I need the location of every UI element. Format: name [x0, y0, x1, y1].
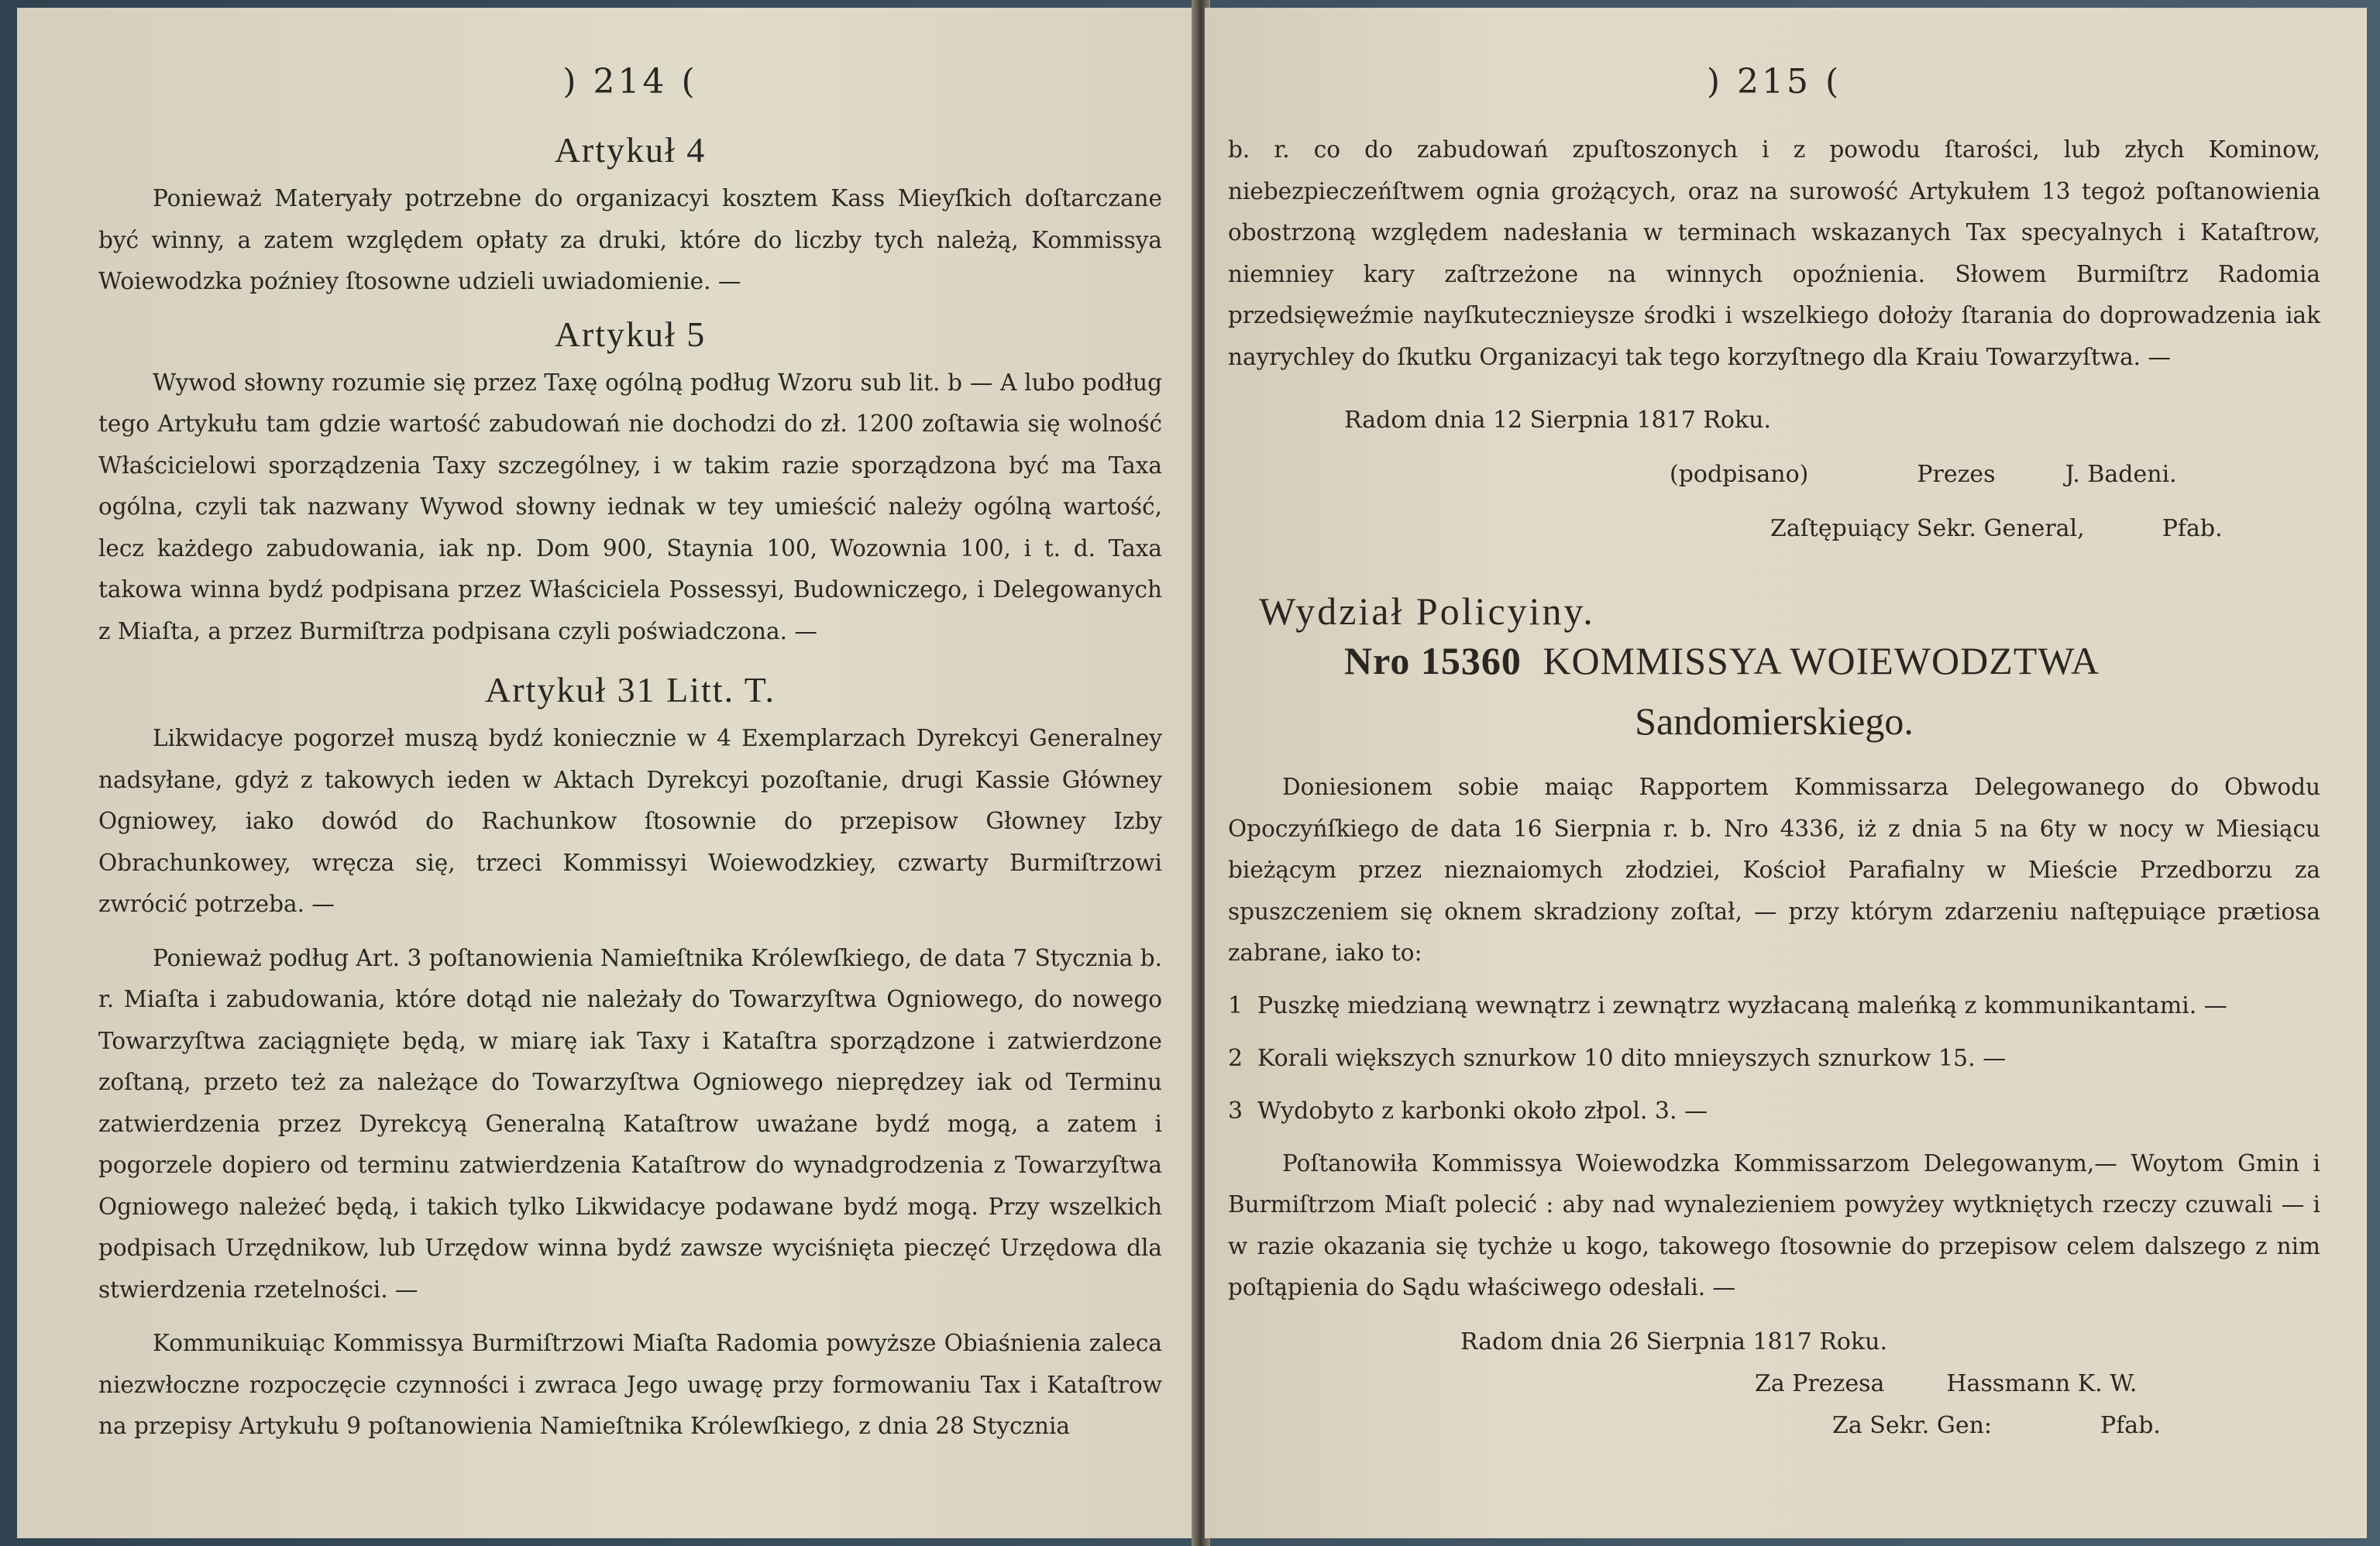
place-date-1: Radom dnia 12 Sierpnia 1817 Roku. [1344, 407, 1772, 434]
place-date-2: Radom dnia 26 Sierpnia 1817 Roku. [1460, 1328, 1888, 1355]
number-label: Nro 15360 [1344, 639, 1522, 682]
page-left [17, 8, 1201, 1538]
deputy-secretary: Zaſtępuiący Sekr. General, [1770, 515, 2085, 542]
list-item [1228, 1091, 2320, 1132]
page-number-left: ) 214 ( [562, 62, 698, 101]
prezes-name: J. Badeni. [2065, 461, 2177, 488]
item-number: 1 [1228, 991, 1243, 1019]
heading-artykul-4: Artykuł 4 [554, 130, 707, 170]
item-text: Korali większych sznurkow 10 dito mnieyszych sznurkow 15. — [1257, 1044, 2007, 1072]
page-right [1205, 8, 2367, 1538]
item-number: 3 [1228, 1097, 1243, 1125]
commission-name: KOMMISSYA WOIEWODZTWA [1543, 639, 2100, 682]
region-title: Sandomierskiego. [1635, 699, 1914, 743]
item-number: 2 [1228, 1044, 1243, 1072]
paragraph-artykul-5: Wywod słowny rozumie się przez Taxę ogólną podług Wzoru sub lit. b — A lubo podług tego Artykułu tam gdzie wartość zabudowań nie dochodzi do zł. 1200 zoſtawia się wolność Właścicielowi sporządzenia Taxy szczególney, i w takim razie sporządzona być ma Taxa ogólna, czyli tak nazwany Wywod słowny iednak w tey umieścić należy ogólną wartość, lecz każdego zabudowania, iak np. Dom 900, Staynia 100, Wozownia 100, i t. d. Taxa takowa winna bydź podpisana przez Właściciela Possessyi, Budowniczego, i Delegowanych z Miaſta, a przez Burmiſtrza podpisana czyli poświadczona. — [98, 369, 1162, 644]
heading-artykul-31: Artykuł 31 Litt. T. [485, 670, 776, 709]
paragraph-artykul-31-c: Kommunikuiąc Kommissya Burmiſtrzowi Miaſta Radomia powyższe Obiaśnienia zaleca niezwłoczne rozpoczęcie czynności i zwraca Jego uwagę przy formowaniu Tax i Kataſtrow na przepisy Artykułu 9 poſtanowienia Namieſtnika Królewſkiego, z dnia 28 Stycznia [98, 1330, 1162, 1439]
paragraph-artykul-4: Ponieważ Materyały potrzebne do organizacyi kosztem Kass Mieyſkich doſtarczane być winny, a zatem względem opłaty za druki, które do liczby tych należą, Kommissya Woiewodzka poźniey ſtosowne udzieli uwiadomienie. — [98, 185, 1162, 294]
paragraph-report: Doniesionem sobie maiąc Rapportem Kommissarza Delegowanego do Obwodu Opoczyńſkiego de data 16 Sierpnia r. b. Nro 4336, iż z dnia 5 na 6ty w nocy w Miesiącu bieżącym przez nieznaiomych złodziei, Kościoł Parafialny w Mieście Przedborzu za spuszczeniem się oknem skradziony zoſtał, — przy którym zdarzeniu naſtępuiące prætiosa zabrane, iako to: [1228, 774, 2320, 966]
paragraph-order: Poſtanowiła Kommissya Woiewodzka Kommissarzom Delegowanym,— Woytom Gmin i Burmiſtrzom Miaſt polecić : aby nad wynalezieniem powyżey wytkniętych rzeczy czuwali — i w razie okazania się tychże u kogo, takowego ſtosownie do przepisow celem dalszego z nim poſtąpienia do Sądu właściwego odesłali. — [1228, 1149, 2320, 1300]
signed-label: (podpisano) [1670, 461, 1809, 488]
prezes-label: Prezes [1917, 461, 1996, 488]
commission-title [1344, 638, 2320, 683]
paragraph-continuation: b. r. co do zabudowań zpuſtoszonych i z powodu ſtarości, lub złych Kominow, niebezpieczeńſtwem ognia grożących, oraz na surowość Artykułem 13 tegoż poſtanowienia obostrzoną względem nadesłania w terminach wskazanych Tax specyalnych i Kataſtrow, niemniey kary zaſtrzeżone na winnych opoźnienia. Słowem Burmiſtrz Radomia przedsięweźmie nayſkutecznieysze środki i wszelkiego dołoży ſtarania do doprowadzenia iak nayrychley do ſkutku Organizacyi tak tego korzyſtnego dla Kraiu Towarzyſtwa. — [1228, 136, 2320, 370]
paragraph-artykul-31-a: Likwidacye pogorzeł muszą bydź koniecznie w 4 Exemplarzach Dyrekcyi Generalney nadsyłane, gdyż z takowych ieden w Aktach Dyrekcyi pozoſtanie, drugi Kassie Główney Ogniowey, iako dowód do Rachunkow ſtosownie do przepisow Głowney Izby Obrachunkowey, wręcza się, trzeci Kommissyi Woiewodzkiey, czwarty Burmiſtrzowi zwrócić potrzeba. — [98, 725, 1162, 917]
department-title: Wydział Policyiny. [1259, 589, 1595, 633]
page-number-right: ) 215 ( [1706, 62, 1842, 101]
za-prezesa-label: Za Prezesa [1755, 1369, 1885, 1397]
pfab2-name: Pfab. [2100, 1411, 2161, 1439]
hassmann-name: Hassmann K. W. [1946, 1369, 2138, 1397]
item-text: Puszkę miedzianą wewnątrz i zewnątrz wyzłacaną maleńką z kommunikantami. — [1257, 991, 2227, 1019]
pfab-name: Pfab. [2162, 515, 2223, 542]
list-item [1228, 985, 2320, 1027]
item-text: Wydobyto z karbonki około złpol. 3. — [1257, 1097, 1708, 1125]
signature-block-4 [1228, 1405, 2320, 1447]
list-item [1228, 1038, 2320, 1080]
paragraph-artykul-31-b: Ponieważ podług Art. 3 poſtanowienia Namieſtnika Królewſkiego, de data 7 Stycznia b. r. Miaſta i zabudowania, które dotąd nie należały do Towarzyſtwa Ogniowego, do nowego Towarzyſtwa zaciągnięte będą, w miarę iak Taxy i Kataſtra sporządzone i zatwierdzone zoſtaną, przeto też za należące do Towarzyſtwa Ogniowego nieprędzey iak od Terminu zatwierdzenia przez Dyrekcyą Generalną Kataſtrow uważane bydź mogą, a zatem i pogorzele dopiero od terminu zatwierdzenia Kataſtrow do wynadgrodzenia z Towarzyſtwa Ogniowego należeć będą, i takich tylko Likwidacye podawane bydź mogą. Przy wszelkich podpisach Urzędnikow, lub Urzędow winna bydź zawsze wyciśnięta pieczęć Urzędowa dla stwierdzenia rzetelności. — [98, 944, 1162, 1303]
signature-block-3 [1228, 1363, 2320, 1405]
signature-block-1 [1228, 454, 2320, 496]
za-sekr-label: Za Sekr. Gen: [1832, 1411, 1993, 1439]
signature-block-2 [1228, 508, 2320, 550]
heading-artykul-5: Artykuł 5 [554, 314, 707, 354]
